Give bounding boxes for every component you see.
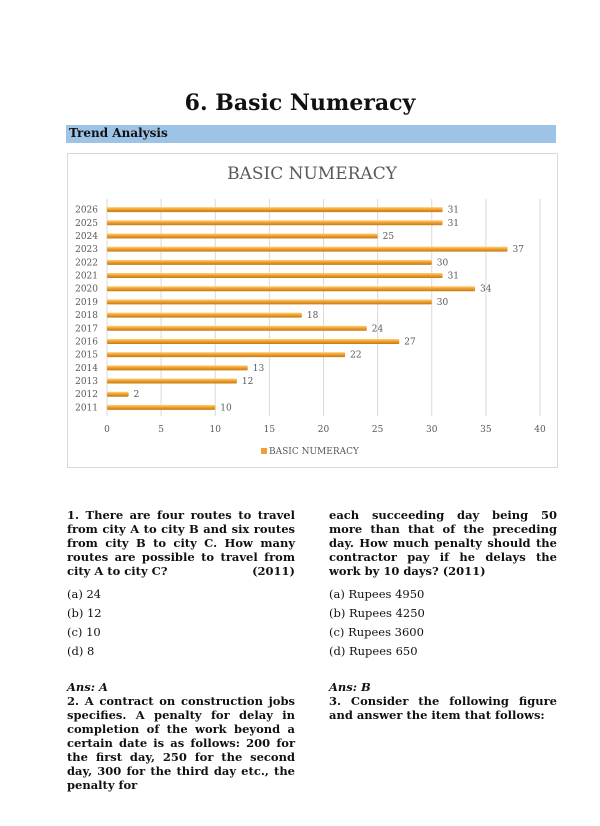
question-2-options	[329, 587, 557, 658]
bar	[107, 273, 443, 278]
x-tick-label: 30	[426, 425, 438, 435]
data-label: 13	[252, 363, 265, 374]
questions-right-column	[329, 508, 557, 722]
data-label: 2	[133, 390, 140, 401]
option: (c) 10	[67, 625, 101, 639]
y-tick-label: 2015	[75, 350, 98, 361]
bar	[107, 392, 129, 397]
bar	[107, 260, 432, 265]
data-label: 37	[512, 245, 524, 256]
page-title: 6. Basic Numeracy	[184, 90, 416, 116]
x-tick-label: 20	[317, 425, 330, 435]
chart-title: BASIC NUMERACY	[227, 164, 397, 184]
x-tick-label: 5	[158, 425, 164, 435]
question-1-options	[67, 587, 295, 658]
x-tick-label: 35	[480, 425, 492, 435]
section-label: Trend Analysis	[69, 126, 168, 140]
x-tick-label: 10	[209, 425, 221, 435]
y-tick-label: 2013	[75, 377, 98, 388]
bar	[107, 247, 508, 252]
bar	[107, 286, 475, 291]
y-tick-label: 2020	[75, 284, 98, 295]
y-tick-label: 2019	[75, 297, 98, 308]
y-tick-label: 2012	[75, 390, 98, 401]
option: (b) Rupees 4250	[329, 606, 425, 620]
data-label: 25	[382, 231, 395, 242]
data-label: 12	[241, 377, 254, 388]
bar	[107, 299, 432, 304]
bar	[107, 405, 215, 410]
x-tick-label: 15	[263, 425, 276, 435]
data-label: 31	[447, 205, 460, 216]
question-2-continued: each succeeding day being 50 more than that of the preceding day. How much penalty should the contractor pay if he delays the work by 10 days? (2011)	[329, 508, 557, 578]
y-tick-label: 2022	[75, 258, 98, 269]
y-tick-label: 2018	[75, 311, 98, 322]
y-tick-label: 2021	[75, 271, 98, 282]
option: (a) 24	[67, 587, 102, 601]
legend-label: BASIC NUMERACY	[269, 447, 359, 457]
y-tick-label: 2014	[75, 363, 98, 374]
y-tick-label: 2024	[75, 231, 98, 242]
data-label: 10	[220, 403, 232, 414]
y-tick-label: 2025	[75, 218, 98, 229]
data-label: 22	[350, 350, 362, 361]
question-1-text: 1. There are four routes to travel from city A to city B and six routes from city B to city C. How many routes are possible to travel from city A to city C?	[67, 508, 295, 578]
y-tick-label: 2016	[75, 337, 98, 348]
option: (d) Rupees 650	[329, 644, 418, 658]
question-2-answer: Ans: B	[329, 680, 371, 694]
y-tick-label: 2026	[75, 205, 98, 216]
option: (d) 8	[67, 644, 95, 658]
question-1-year: (2011)	[252, 564, 295, 578]
y-tick-label: 2011	[75, 403, 98, 414]
question-1	[67, 508, 295, 578]
questions-left-column	[67, 508, 295, 792]
data-label: 30	[436, 297, 449, 308]
bar	[107, 326, 367, 331]
y-tick-label: 2017	[75, 324, 98, 335]
question-3-text: 3. Consider the following figure and answer the item that follows:	[329, 694, 557, 722]
bar	[107, 379, 237, 384]
bar-chart	[68, 154, 557, 467]
data-label: 27	[404, 337, 416, 348]
data-label: 31	[447, 271, 460, 282]
bar	[107, 220, 443, 225]
x-tick-label: 25	[371, 425, 384, 435]
x-tick-label: 0	[104, 425, 110, 435]
option: (a) Rupees 4950	[329, 587, 425, 601]
bar	[107, 233, 378, 238]
section-header-bar	[66, 125, 556, 143]
chart-container	[67, 153, 558, 468]
option: (c) Rupees 3600	[329, 625, 424, 639]
x-tick-label: 40	[534, 425, 546, 435]
bar	[107, 352, 345, 357]
data-label: 30	[436, 258, 449, 269]
data-label: 34	[480, 284, 492, 295]
bar	[107, 365, 248, 370]
bar	[107, 339, 399, 344]
question-2-text: 2. A contract on construction jobs specifies. A penalty for delay in completion of the work beyond a certain date is as follows: 200 for the first day, 250 for the second day, 300 for the third day etc., the penalty for	[67, 694, 295, 792]
question-1-answer: Ans: A	[67, 680, 108, 694]
data-label: 24	[371, 324, 384, 335]
bar	[107, 313, 302, 318]
data-label: 31	[447, 218, 460, 229]
option: (b) 12	[67, 606, 102, 620]
legend-swatch	[261, 448, 267, 454]
bar	[107, 207, 443, 212]
y-tick-label: 2023	[75, 245, 98, 256]
data-label: 18	[306, 311, 319, 322]
